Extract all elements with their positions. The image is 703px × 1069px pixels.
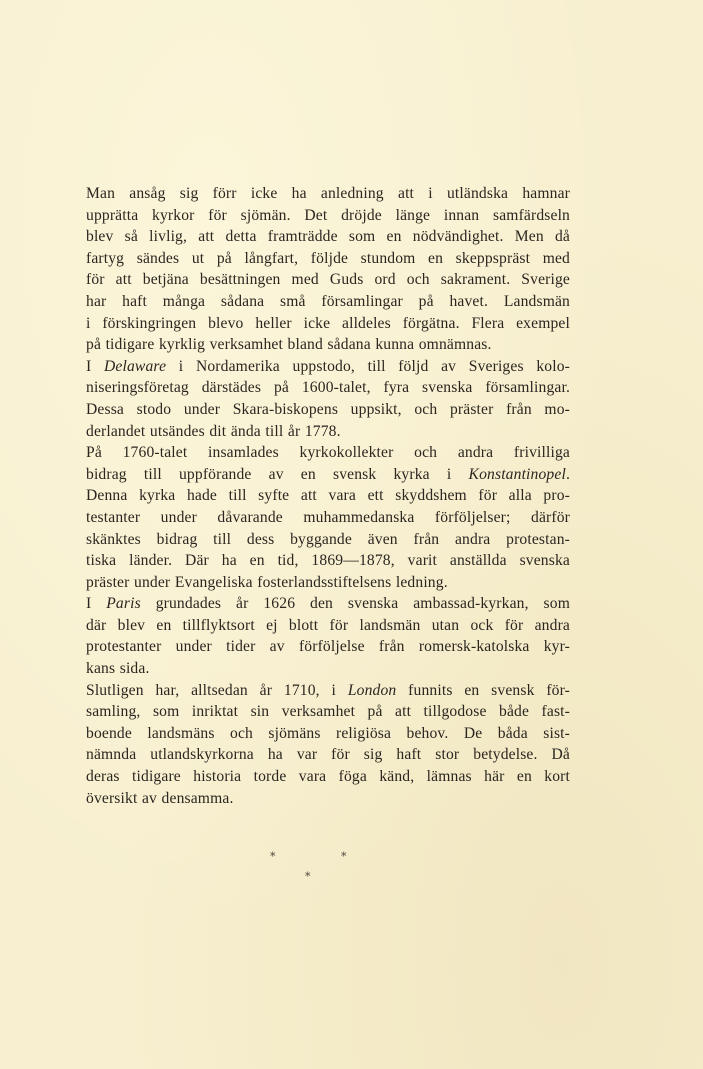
text-line: har haft många sådana små församlingar på havet. Landsmän: [86, 292, 570, 310]
paragraph-2: [86, 356, 570, 442]
place-name-konstantinopel: Konstantinopel: [468, 465, 566, 483]
asterisk-ornament: *: [270, 850, 276, 863]
text-line: protestanter under tider av förföljelse från romersk-katolska kyr-: [86, 638, 570, 656]
text-line: i förskingringen blevo heller icke alldeles förgätna. Flera exempel: [86, 314, 570, 332]
paragraph-3: [86, 442, 570, 593]
text-line: blev så livlig, att detta framträdde som en nödvändighet. Men då: [86, 228, 570, 246]
text-line: där blev en tillflyktsort ej blott för landsmän utan ock för andra: [86, 616, 570, 634]
text-line: På 1760-talet insamlades kyrkokollekter och andra frivilliga: [86, 444, 570, 462]
text-line: kans sida.: [86, 660, 150, 678]
paragraph-1: [86, 183, 570, 356]
body-text: [86, 183, 570, 809]
text-fragment: i Nordamerika uppstodo, till följd av Sveriges kolo-: [166, 357, 570, 375]
text-line: [86, 680, 570, 702]
text-fragment: I: [86, 595, 107, 613]
text-line: upprätta kyrkor för sjömän. Det dröjde länge innan samfärdseln: [86, 206, 570, 224]
text-line: präster under Evangeliska fosterlandsstiftelsens ledning.: [86, 573, 448, 591]
text-fragment: funnits en svensk för-: [396, 681, 571, 699]
text-line: nämnda utlandskyrkorna ha var för sig haft stor betydelse. Då: [86, 746, 570, 764]
text-line: derlandet utsändes dit ända till år 1778.: [86, 422, 341, 440]
text-line: skänktes bidrag till dess byggande även från andra protestan-: [86, 530, 570, 548]
text-line: fartyg sändes ut på långfart, följde stundom en skeppspräst med: [86, 249, 570, 267]
asterisk-ornament: *: [341, 850, 347, 863]
text-fragment: grundades år 1626 den svenska ambassad-kyrkan, som: [140, 595, 570, 613]
text-line: niseringsföretag därstädes på 1600-talet, fyra svenska församlingar.: [86, 379, 570, 397]
text-line: på tidigare kyrklig verksamhet bland sådana kunna omnämnas.: [86, 336, 492, 354]
place-name-delaware: Delaware: [104, 357, 167, 375]
text-line: deras tidigare historia torde vara föga känd, lämnas här en kort: [86, 768, 570, 786]
text-line: tiska länder. Där ha en tid, 1869—1878, varit anställda svenska: [86, 552, 570, 570]
text-line: samling, som inriktat sin verksamhet på att tillgodose både fast-: [86, 703, 570, 721]
text-line: [86, 593, 570, 615]
text-line: Denna kyrka hade till syfte att vara ett skyddshem för alla pro-: [86, 487, 570, 505]
asterisk-ornament: *: [305, 870, 311, 883]
place-name-paris: Paris: [106, 595, 141, 613]
text-line: för att betjäna besättningen med Guds ord och sakrament. Sverige: [86, 271, 570, 289]
text-line: [86, 464, 570, 486]
section-separator: [0, 844, 703, 884]
text-line: Man ansåg sig förr icke ha anledning att i utländska hamnar: [86, 185, 570, 202]
text-line: Dessa stodo under Skara-biskopens uppsikt, och präster från mo-: [86, 400, 570, 418]
text-fragment: Slutligen har, alltsedan år 1710, i: [86, 681, 348, 699]
paragraph-5: [86, 680, 570, 810]
text-line: testanter under dåvarande muhammedanska förföljelser; därför: [86, 508, 570, 526]
text-fragment: .: [565, 465, 570, 483]
text-line: boende landsmäns och sjömäns religiösa behov. De båda sist-: [86, 724, 570, 742]
paragraph-4: [86, 593, 570, 679]
text-line: översikt av densamma.: [86, 789, 234, 807]
text-line: [86, 356, 570, 378]
text-fragment: bidrag till uppförande av en svensk kyrka i: [86, 465, 469, 483]
text-fragment: I: [86, 357, 105, 375]
place-name-london: London: [347, 681, 397, 699]
